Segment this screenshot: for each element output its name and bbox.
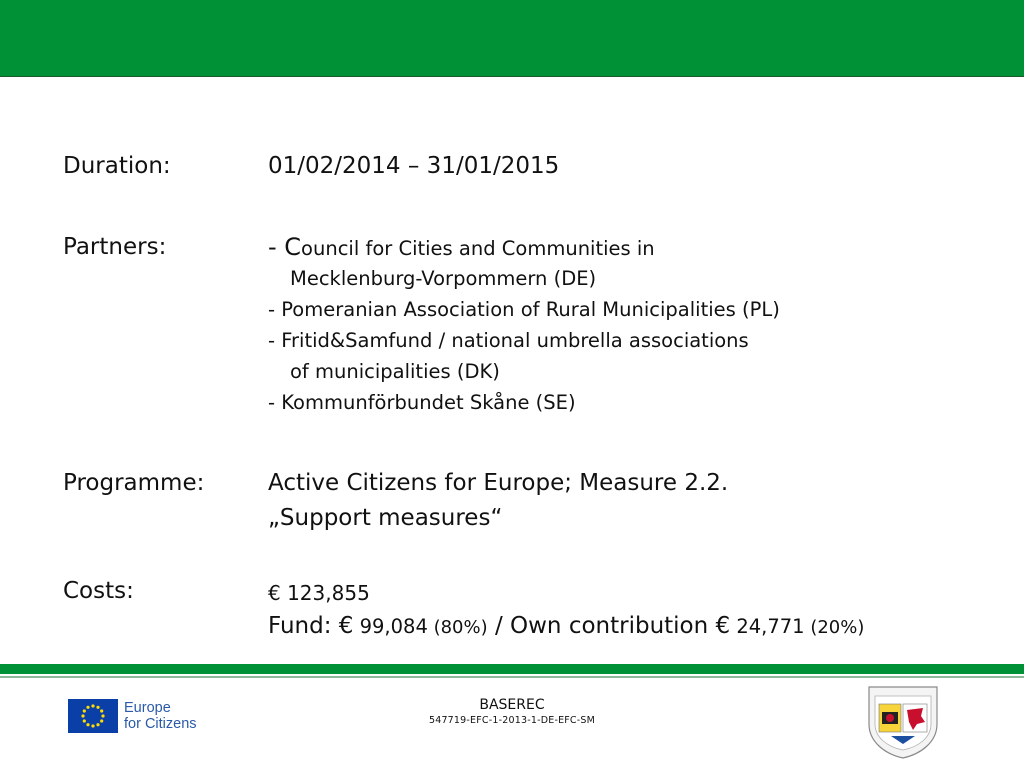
fund-label: Fund: € (268, 613, 354, 639)
eu-logo-text (124, 700, 197, 732)
fund-percent: (80%) (427, 617, 488, 638)
eu-logo-line-2: for Citizens (124, 716, 197, 732)
costs-total: € 123,855 (268, 581, 370, 605)
eu-flag-logo (68, 699, 118, 733)
costs-label: Costs: (63, 578, 134, 604)
programme-line-2: „Support measures“ (268, 505, 503, 531)
duration-label: Duration: (63, 153, 171, 179)
fund-amount: 99,084 (353, 615, 428, 638)
footer-divider (0, 676, 1024, 678)
partner-line-1-prefix: - C (268, 233, 302, 261)
partner-line-5: of municipalities (DK) (290, 360, 500, 383)
costs-breakdown (268, 611, 864, 643)
partners-label: Partners: (63, 234, 167, 260)
crest-emblem-icon (865, 684, 941, 760)
eu-logo-line-1: Europe (124, 700, 171, 716)
programme-label: Programme: (63, 470, 205, 496)
own-contribution-label: / Own contribution € (487, 613, 731, 639)
footer-bar (0, 664, 1024, 674)
footer-project-name: BASEREC (479, 697, 545, 713)
duration-value: 01/02/2014 – 31/01/2015 (268, 153, 560, 179)
footer-project-info (362, 696, 662, 728)
association-crest-logo (865, 684, 941, 760)
partner-line-6: - Kommunförbundet Skåne (SE) (268, 391, 576, 414)
footer-project-code: 547719-EFC-1-2013-1-DE-EFC-SM (428, 715, 596, 726)
own-contribution-percent: (20%) (804, 617, 865, 638)
partner-line-4: - Fritid&Samfund / national umbrella associations (268, 329, 749, 352)
own-contribution-amount: 24,771 (730, 615, 805, 638)
partner-line-1 (268, 232, 655, 264)
partner-line-3: - Pomeranian Association of Rural Municipalities (PL) (268, 298, 780, 321)
eu-stars-icon (68, 699, 118, 733)
partner-line-2: Mecklenburg-Vorpommern (DE) (290, 267, 597, 290)
partner-line-1-text: ouncil for Cities and Communities in (301, 237, 655, 260)
programme-line-1: Active Citizens for Europe; Measure 2.2. (268, 470, 729, 496)
